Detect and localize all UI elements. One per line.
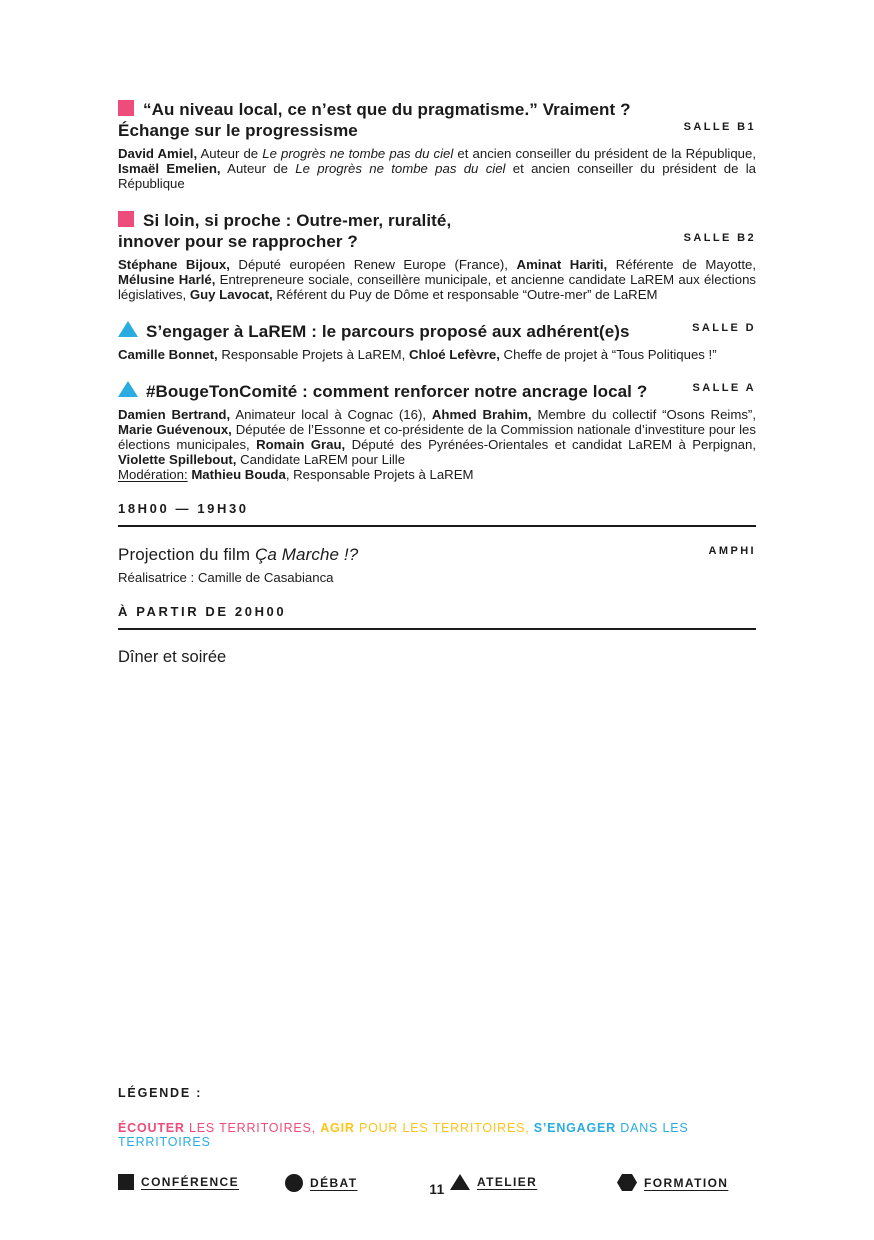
text-segment: Romain Grau, — [256, 437, 346, 452]
text-segment: Cheffe de projet à “Tous Politiques !” — [499, 347, 717, 362]
session-title — [118, 321, 756, 342]
text-segment: Membre du collectif “Osons Reims”, — [531, 407, 756, 422]
text-segment: Auteur de — [197, 146, 263, 161]
text-segment: Réalisatrice : Camille de Casabianca — [118, 570, 334, 585]
text-segment: Référent du Puy de Dôme et responsable “Outre-mer” de LaREM — [272, 287, 658, 302]
text-segment: et ancien conseiller du président de la République, — [453, 146, 756, 161]
text-segment: Camille Bonnet, — [118, 347, 218, 362]
legend-item-label: DÉBAT — [310, 1176, 358, 1190]
text-segment: Responsable Projets à LaREM, — [217, 347, 409, 362]
text-segment: Ahmed Brahim, — [431, 407, 532, 422]
text-segment: Ismaël Emelien, — [118, 161, 221, 176]
legend-item-label: CONFÉRENCE — [141, 1175, 240, 1189]
text-segment: Mélusine Harlé, — [118, 272, 216, 287]
legend-title: LÉGENDE : — [118, 1086, 203, 1100]
text-segment: Référente de Mayotte, — [607, 257, 756, 272]
session-title — [118, 210, 756, 252]
text-segment: Chloé Lefèvre, — [408, 347, 500, 362]
text-segment: Le progrès ne tombe pas du ciel — [295, 161, 506, 176]
room-label: AMPHI — [708, 545, 756, 557]
divider-rule — [118, 525, 756, 527]
session-title — [118, 99, 756, 141]
program-blocks — [118, 99, 756, 667]
room-label: SALLE B1 — [683, 121, 756, 133]
time-label: 18H00 — 19H30 — [118, 501, 249, 516]
text-segment: Candidate LaREM pour Lille — [236, 452, 406, 467]
speakers-line — [118, 146, 756, 191]
text-segment: Député des Pyrénées-Orientales et candidat LaREM à Perpignan, — [345, 437, 756, 452]
speakers-line — [118, 570, 756, 585]
text-segment: AGIR — [320, 1121, 355, 1135]
text-segment: Violette Spillebout, — [118, 452, 237, 467]
time-section — [118, 501, 756, 527]
text-segment: innover pour se rapprocher ? — [118, 232, 358, 251]
plain-text: Dîner et soirée — [118, 648, 227, 666]
session-block — [118, 210, 756, 302]
text-segment: Modération: — [118, 467, 188, 482]
speakers-line — [118, 467, 756, 482]
legend-item-label: FORMATION — [644, 1175, 729, 1190]
triangle-icon — [118, 321, 138, 337]
text-segment: S’engager à LaREM : le parcours proposé aux adhérent(e)s — [146, 322, 630, 341]
text-segment: David Amiel, — [118, 146, 198, 161]
text-segment: DANS LES TERRITOIRES — [118, 1121, 689, 1149]
text-segment: et ancien conseiller du président de la République — [118, 161, 756, 191]
legend-item-label: ATELIER — [477, 1175, 538, 1189]
text-segment: Guy Lavocat, — [189, 287, 273, 302]
text-segment: Député européen Renew Europe (France), — [229, 257, 517, 272]
text-segment: LES TERRITOIRES, — [184, 1121, 321, 1135]
speakers-line — [118, 347, 756, 362]
text-segment: Damien Bertrand, — [118, 407, 231, 422]
triangle-icon — [118, 381, 138, 397]
session-block — [118, 381, 756, 482]
text-segment: ÉCOUTER — [118, 1121, 185, 1135]
text-segment: Députée de l’Essonne et co-présidente de la Commission nationale d’investiture pour les élections municipales, — [118, 422, 756, 452]
text-segment: , Responsable Projets à LaREM — [285, 467, 474, 482]
text-segment: “Au niveau local, ce n’est que du pragmatisme.” Vraiment ? — [143, 100, 631, 119]
session-title — [118, 544, 756, 565]
speakers-line — [118, 407, 756, 467]
speakers-line — [118, 257, 756, 302]
text-segment: Stéphane Bijoux, — [118, 257, 230, 272]
time-section — [118, 604, 756, 630]
text-segment: Auteur de — [220, 161, 296, 176]
text-segment: #BougeTonComité : comment renforcer notre ancrage local ? — [146, 382, 648, 401]
page-number: 11 — [429, 1182, 445, 1197]
text-segment: S’ENGAGER — [533, 1121, 616, 1135]
time-label: À PARTIR DE 20H00 — [118, 604, 287, 619]
session-block — [118, 99, 756, 191]
legend-section — [118, 1086, 756, 1194]
room-label: SALLE A — [692, 382, 756, 394]
square-icon — [118, 211, 134, 227]
session-block — [118, 544, 756, 585]
square-icon — [118, 100, 134, 116]
text-segment: POUR LES TERRITOIRES, — [354, 1121, 534, 1135]
text-segment: Aminat Hariti, — [516, 257, 608, 272]
text-segment: Entrepreneure sociale, conseillère municipale, et ancienne candidate LaREM aux élections législatives, — [118, 272, 756, 302]
room-label: SALLE B2 — [683, 232, 756, 244]
text-segment: Animateur local à Cognac (16), — [230, 407, 432, 422]
room-label: SALLE D — [692, 322, 756, 334]
text-segment: Si loin, si proche : Outre-mer, ruralité, — [143, 211, 452, 230]
text-segment: Mathieu Bouda — [191, 467, 286, 482]
legend-color-line — [118, 1121, 756, 1149]
session-block — [118, 321, 756, 362]
text-segment: Échange sur le progressisme — [118, 121, 358, 140]
text-segment: Ça Marche !? — [255, 545, 359, 564]
text-segment: Le progrès ne tombe pas du ciel — [262, 146, 454, 161]
divider-rule — [118, 628, 756, 630]
session-title — [118, 381, 756, 402]
text-segment: Marie Guévenoux, — [118, 422, 232, 437]
text-segment: Projection du film — [118, 545, 256, 564]
